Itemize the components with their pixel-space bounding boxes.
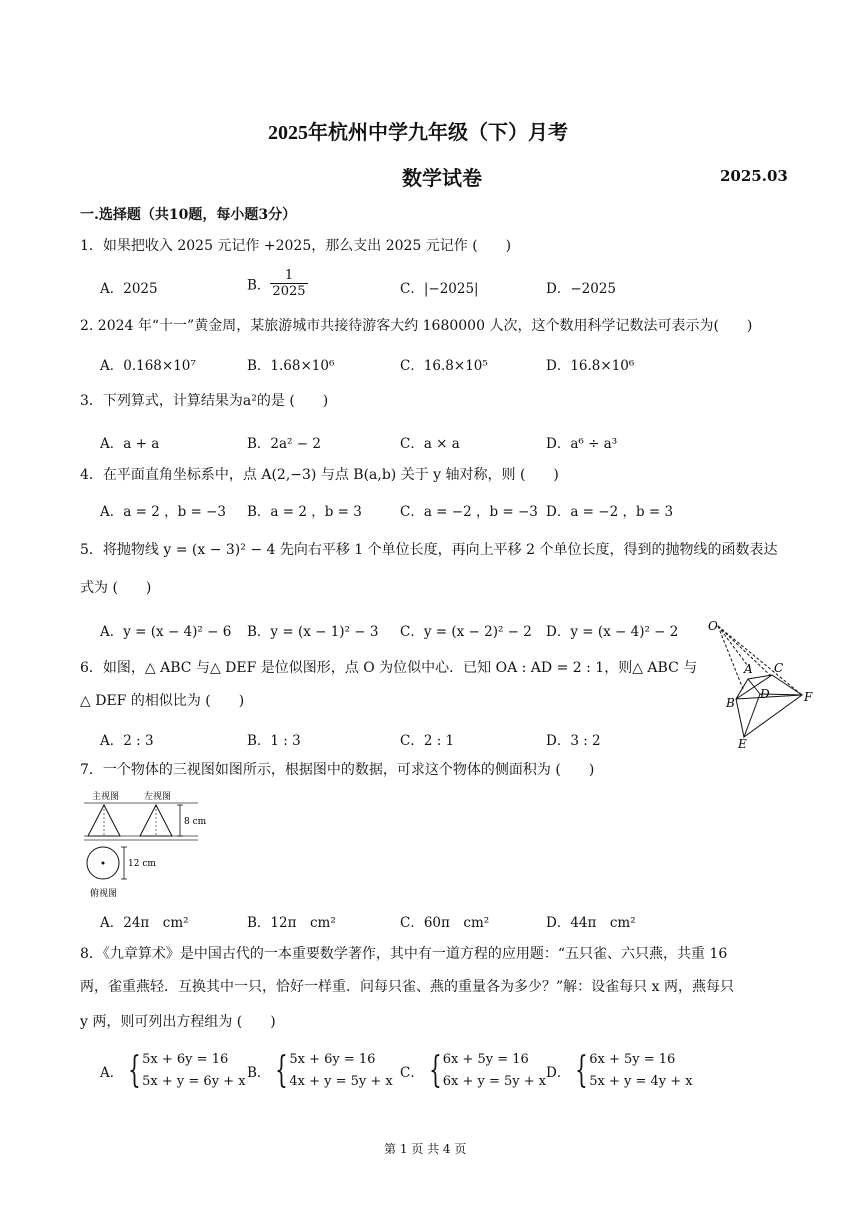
front-view-label: 主视图 [92, 792, 120, 802]
page-footer: 第 1 页 共 4 页 [384, 1142, 467, 1156]
q8-b-system [289, 1049, 392, 1093]
line-c-f [772, 675, 802, 695]
q1-b-numerator: 1 [270, 268, 307, 284]
q7-option-a: A．24π cm² [100, 915, 189, 931]
q3-option-d: D．a⁶ ÷ a³ [546, 436, 618, 452]
question-1-stem: 1．如果把收入 2025 元记作 +2025，那么支出 2025 元记作 ( ) [80, 238, 512, 254]
question-6-stem-line1: 6．如图，△ ABC 与△ DEF 是位似图形，点 O 为位似中心．已知 OA : AD = 2 : 1，则△ ABC 与 [80, 660, 698, 676]
q6-option-a: A．2 : 3 [100, 733, 154, 749]
q8-d-eq1: 6x + 5y = 16 [589, 1052, 676, 1067]
brace-icon: { [275, 1050, 289, 1091]
label-a: A [744, 662, 753, 676]
q8-a-label: A． [100, 1065, 124, 1081]
question-8-stem-line3: y 两，则可列出方程组为 ( ) [80, 1014, 276, 1030]
q6-option-d: D．3 : 2 [546, 733, 601, 749]
q4-option-d: D．a = −2 ，b = 3 [546, 504, 674, 520]
height-label: 8 cm [184, 817, 207, 827]
q8-option-a [100, 1049, 246, 1093]
q8-c-system [443, 1049, 546, 1093]
q1-option-c: C．|−2025| [400, 281, 479, 297]
question-3-stem: 3．下列算式，计算结果为a²的是 ( ) [80, 393, 329, 409]
label-b: B [726, 696, 735, 710]
question-2-stem: 2. 2024 年“十一”黄金周，某旅游城市共接待游客大约 1680000 人次，这个数用科学记数法可表示为( ) [80, 318, 753, 334]
q8-a-system [142, 1049, 245, 1093]
question-8-stem-line1: 8．《九章算术》是中国古代的一本重要数学著作，其中有一道方程的应用题：“五只雀、六只燕，共重 16 [80, 946, 728, 962]
line-b-e [736, 699, 744, 737]
q5-option-c: C．y = (x − 2)² − 2 [400, 624, 532, 640]
question-5-stem-line1: 5．将抛物线 y = (x − 3)² − 4 先向右平移 1 个单位长度，再向上平移 2 个单位长度，得到的抛物线的函数表达 [80, 542, 778, 558]
triangle-def [744, 694, 802, 737]
q3-option-a: A．a + a [100, 436, 160, 452]
q4-option-c: C．a = −2 ，b = −3 [400, 504, 538, 520]
q3-option-c: C．a × a [400, 436, 460, 452]
label-d: D [760, 687, 770, 701]
page-subtitle: 数学试卷 [402, 168, 482, 190]
brace-icon: { [128, 1050, 142, 1091]
q8-b-eq1: 5x + 6y = 16 [289, 1052, 376, 1067]
label-o: O [708, 619, 718, 633]
q8-option-d [546, 1049, 693, 1093]
q2-option-c: C．16.8×10⁵ [400, 358, 488, 374]
q8-option-c [400, 1049, 546, 1093]
label-e: E [738, 737, 747, 751]
q3-option-b: B．2a² − 2 [247, 436, 321, 452]
question-7-stem: 7．一个物体的三视图如图所示，根据图中的数据，可求这个物体的侧面积为 ( ) [80, 762, 595, 778]
q2-option-d: D．16.8×10⁶ [546, 358, 635, 374]
brace-icon: { [575, 1050, 589, 1091]
q1-b-denominator: 2025 [272, 284, 306, 299]
q4-option-b: B．a = 2 ，b = 3 [247, 504, 362, 520]
q5-option-a: A．y = (x − 4)² − 6 [100, 624, 232, 640]
exam-date: 2025.03 [720, 167, 788, 185]
brace-icon: { [428, 1050, 442, 1091]
line-o-e [718, 626, 743, 689]
q2-option-a: A．0.168×10⁷ [100, 358, 196, 374]
q8-c-eq1: 6x + 5y = 16 [442, 1052, 529, 1067]
page-title: 2025年杭州中学九年级（下）月考 [268, 122, 568, 144]
top-view-label: 俯视图 [90, 889, 118, 899]
section-heading: 一.选择题（共10题，每小题3分） [80, 207, 297, 223]
q1-option-a: A．2025 [100, 281, 158, 297]
left-view-label: 左视图 [144, 792, 172, 802]
q8-d-system [589, 1049, 692, 1093]
line-o-f [718, 626, 802, 695]
question-4-stem: 4．在平面直角坐标系中，点 A(2,−3) 与点 B(a,b) 关于 y 轴对称，则 ( ) [80, 467, 559, 483]
q1-option-b-fraction [270, 268, 307, 299]
question-8-stem-line2: 两，雀重燕轻．互换其中一只，恰好一样重．问每只雀、燕的重量各为多少？”解：设雀每只 x 两，燕每只 [80, 979, 734, 995]
q1-option-d: D．−2025 [546, 281, 616, 297]
question-6-stem-line2: △ DEF 的相似比为 ( ) [80, 693, 245, 709]
q8-d-eq2: 5x + y = 4y + x [589, 1074, 693, 1089]
homothety-figure [700, 612, 820, 752]
label-c: C [774, 661, 784, 675]
q1-option-b [247, 268, 308, 299]
line-o-a [718, 626, 748, 666]
q6-option-c: C．2 : 1 [400, 733, 455, 749]
q8-option-b [247, 1049, 393, 1093]
line-a-d [748, 679, 760, 694]
q5-option-b: B．y = (x − 1)² − 3 [247, 624, 379, 640]
q5-option-d: D．y = (x − 4)² − 2 [546, 624, 679, 640]
q7-option-d: D．44π cm² [546, 915, 636, 931]
q8-a-eq2: 5x + y = 6y + x [142, 1074, 246, 1089]
q8-d-label: D． [546, 1065, 571, 1081]
q6-option-b: B．1 : 3 [247, 733, 301, 749]
q7-option-c: C．60π cm² [400, 915, 490, 931]
q4-option-a: A．a = 2 ，b = −3 [100, 504, 227, 520]
q8-c-label: C． [400, 1065, 424, 1081]
q8-a-eq1: 5x + 6y = 16 [142, 1052, 229, 1067]
q1-option-b-label: B． [247, 277, 271, 294]
q2-option-b: B．1.68×10⁶ [247, 358, 335, 374]
q8-c-eq2: 6x + y = 5y + x [442, 1074, 547, 1089]
question-5-stem-line2: 式为 ( ) [80, 580, 152, 596]
three-views-figure [80, 787, 220, 899]
q8-b-eq2: 4x + y = 5y + x [289, 1074, 393, 1089]
label-f: F [804, 690, 813, 704]
q8-b-label: B． [247, 1065, 271, 1081]
diameter-label: 12 cm [128, 859, 156, 869]
q7-option-b: B．12π cm² [247, 915, 336, 931]
